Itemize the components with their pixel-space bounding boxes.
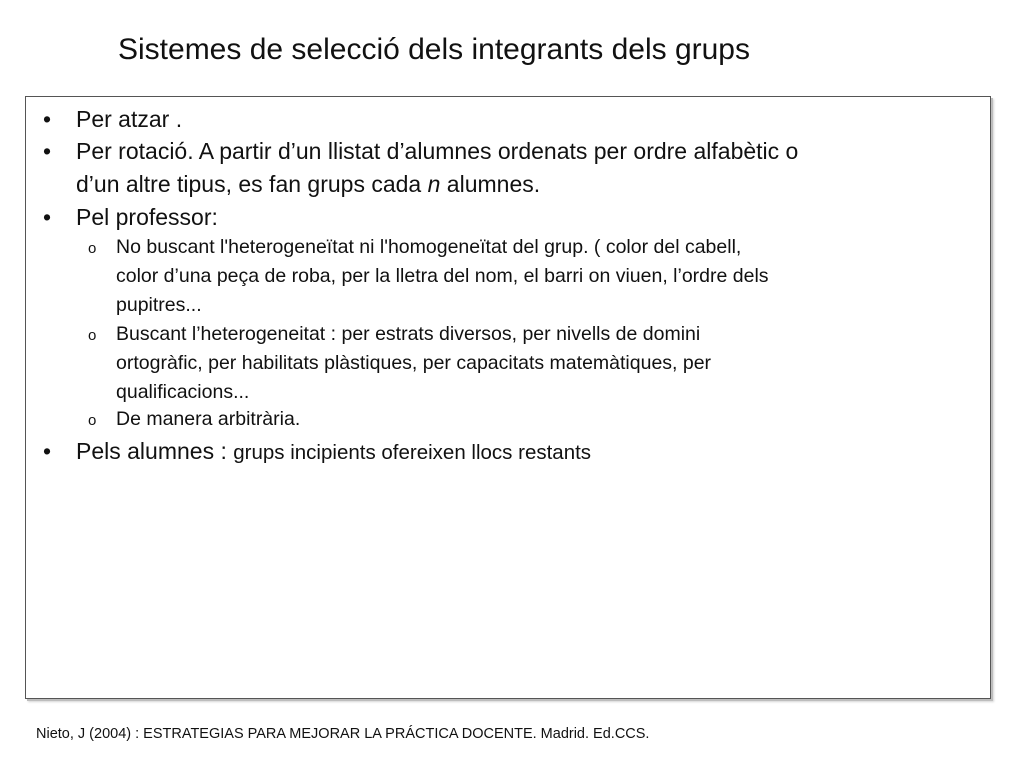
bullet-text-part: d’un altre tipus, es fan grups cada: [76, 171, 428, 197]
bullet-text: [76, 435, 591, 469]
sub-bullet-text-continuation: qualificacions...: [116, 381, 250, 403]
sub-bullet-text-continuation: ortogràfic, per habilitats plàstiques, per capacitats matemàtiques, per: [116, 352, 712, 374]
sub-bullet-text: Buscant l’heterogeneitat : per estrats diversos, per nivells de domini: [116, 323, 701, 345]
sub-bullet-text-continuation: pupitres...: [116, 294, 202, 316]
bullet-text: Pel professor:: [76, 204, 218, 230]
bullet-text-small-part: grups incipients ofereixen llocs restants: [233, 441, 592, 464]
bullet-text-part: alumnes.: [440, 171, 541, 197]
circle-bullet-icon: o: [88, 327, 97, 344]
bullet-icon: •: [43, 106, 52, 132]
bullet-text-continuation: [76, 168, 540, 201]
citation-footer: Nieto, J (2004) : ESTRATEGIAS PARA MEJORAR LA PRÁCTICA DOCENTE. Madrid. Ed.CCS.: [36, 726, 650, 742]
bullet-text-part: Pels alumnes :: [76, 438, 234, 464]
circle-bullet-icon: o: [88, 240, 97, 257]
bullet-icon: •: [43, 438, 52, 464]
bullet-text-emphasis: n: [427, 171, 441, 197]
sub-bullet-text: No buscant l'heterogeneïtat ni l'homogeneïtat del grup. ( color del cabell,: [116, 236, 742, 258]
slide-title: Sistemes de selecció dels integrants dels grups: [118, 33, 750, 66]
bullet-text: Per atzar .: [76, 106, 183, 132]
sub-bullet-text-continuation: color d’una peça de roba, per la lletra del nom, el barri on viuen, l’ordre dels: [116, 265, 769, 287]
bullet-icon: •: [43, 138, 52, 164]
content-box: [25, 96, 991, 699]
bullet-icon: •: [43, 204, 52, 230]
circle-bullet-icon: o: [88, 412, 97, 429]
bullet-text: Per rotació. A partir d’un llistat d’alumnes ordenats per ordre alfabètic o: [76, 138, 799, 164]
sub-bullet-text: De manera arbitrària.: [116, 408, 301, 430]
